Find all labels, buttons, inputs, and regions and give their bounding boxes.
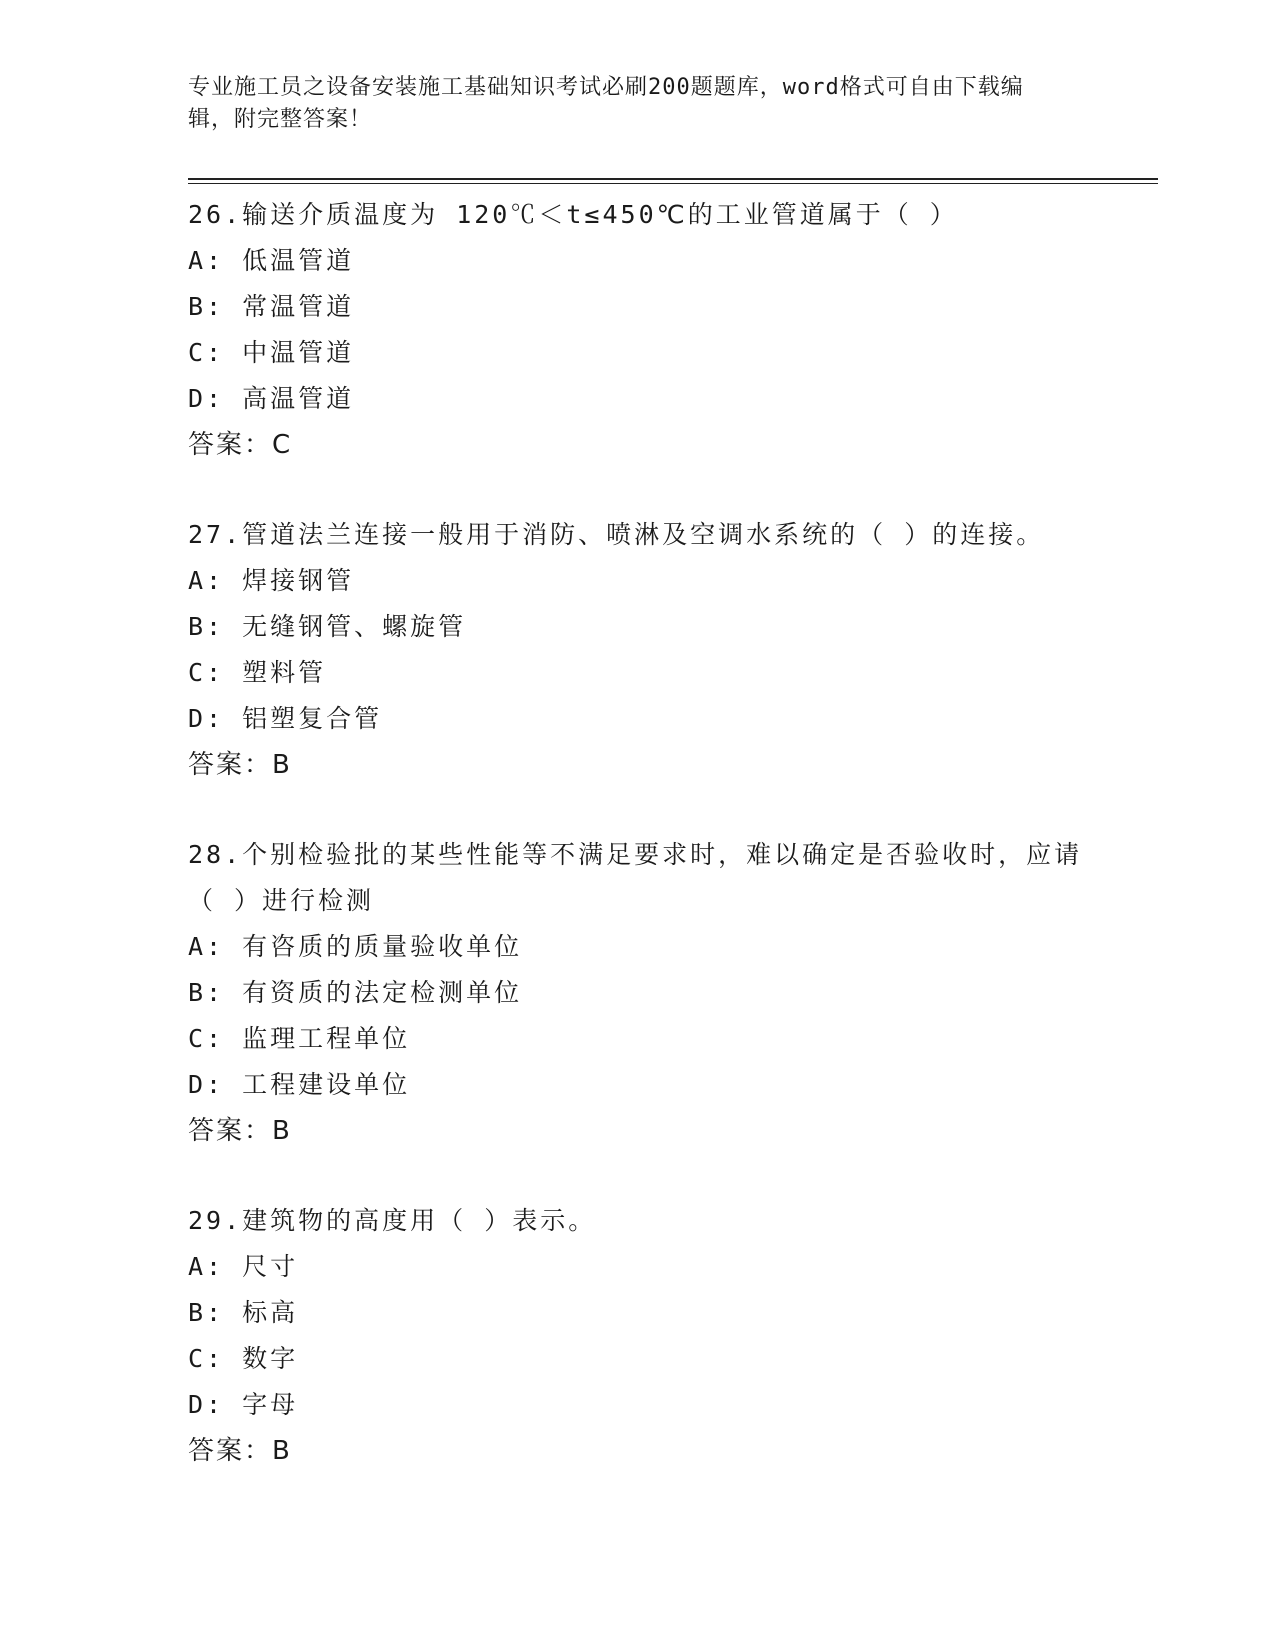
question-text: 27.管道法兰连接一般用于消防、喷淋及空调水系统的（ ）的连接。 <box>188 520 1045 549</box>
option-c: C: 中温管道 <box>188 338 355 367</box>
question-29 <box>188 1198 1088 1474</box>
answer-line: 答案：B <box>188 1116 292 1146</box>
question-text: 26.输送介质温度为 120℃＜t≤450℃的工业管道属于（ ） <box>188 200 958 229</box>
document-header <box>188 72 1068 136</box>
option-d: D: 工程建设单位 <box>188 1070 411 1099</box>
option-d: D: 高温管道 <box>188 384 355 413</box>
option-a: A: 尺寸 <box>188 1252 299 1281</box>
question-26 <box>188 192 1088 468</box>
option-b: B: 常温管道 <box>188 292 355 321</box>
option-c: C: 塑料管 <box>188 658 327 687</box>
header-divider-top <box>188 178 1158 180</box>
option-c: C: 监理工程单位 <box>188 1024 411 1053</box>
question-27 <box>188 512 1088 788</box>
option-a: A: 低温管道 <box>188 246 355 275</box>
option-a: A: 有咨质的质量验收单位 <box>188 932 523 961</box>
header-divider-bottom <box>188 183 1158 184</box>
question-28 <box>188 832 1088 1154</box>
answer-line: 答案：C <box>188 430 293 460</box>
option-a: A: 焊接钢管 <box>188 566 355 595</box>
answer-line: 答案：B <box>188 1436 292 1466</box>
answer-line: 答案：B <box>188 750 292 780</box>
option-d: D: 字母 <box>188 1390 299 1419</box>
option-c: C: 数字 <box>188 1344 299 1373</box>
question-text: 29.建筑物的高度用（ ）表示。 <box>188 1206 597 1235</box>
option-b: B: 无缝钢管、螺旋管 <box>188 612 467 641</box>
option-d: D: 铝塑复合管 <box>188 704 383 733</box>
question-list <box>188 192 1088 1518</box>
option-b: B: 标高 <box>188 1298 299 1327</box>
option-b: B: 有资质的法定检测单位 <box>188 978 523 1007</box>
question-text: 28.个别检验批的某些性能等不满足要求时，难以确定是否验收时，应请（ ）进行检测 <box>188 840 1083 915</box>
header-title: 专业施工员之设备安装施工基础知识考试必刷200题题库，word格式可自由下载编辑，附完整答案！ <box>188 75 1024 132</box>
